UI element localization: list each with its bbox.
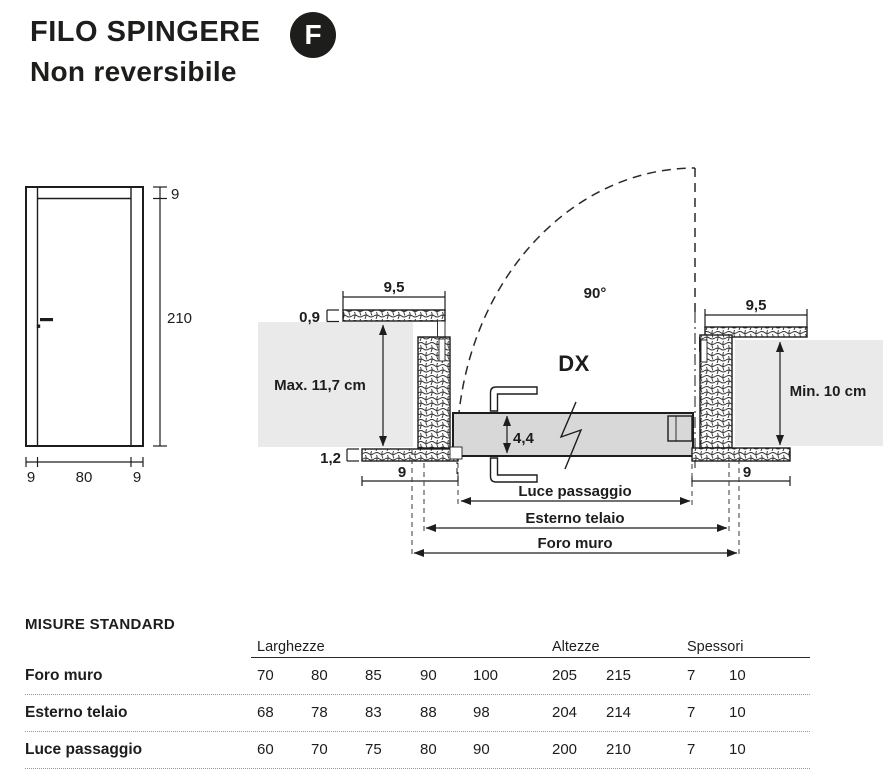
handle-outside-icon	[491, 387, 538, 411]
hand-label: DX	[558, 351, 590, 376]
cell: 90	[420, 667, 437, 684]
dim-frame-right: 9	[132, 469, 142, 486]
col-group-spessori: Spessori	[687, 639, 744, 655]
cell: 60	[257, 741, 274, 758]
door-elevation	[26, 186, 192, 486]
svg-text:Esterno telaio: Esterno telaio	[525, 510, 625, 527]
dim-height: 210	[167, 310, 193, 327]
dim-width: 80	[75, 469, 93, 486]
dim-casing-thickness	[320, 449, 359, 467]
cell: 70	[257, 667, 274, 684]
cell: 7	[687, 704, 696, 721]
dim-frame-left: 9	[26, 469, 36, 486]
svg-text:9: 9	[742, 464, 752, 481]
table-row-luce-passaggio	[25, 732, 810, 769]
cell: 85	[365, 667, 382, 684]
svg-text:Foro muro: Foro muro	[537, 535, 613, 552]
cell: 83	[365, 704, 382, 721]
cell: 88	[420, 704, 437, 721]
cell: 204	[552, 704, 578, 721]
svg-text:0,9: 0,9	[299, 309, 320, 326]
technical-drawing	[0, 150, 894, 580]
cell: 200	[552, 741, 578, 758]
col-group-larghezze: Larghezze	[257, 639, 325, 655]
dim-jamb-right	[692, 464, 790, 486]
cell: 214	[606, 704, 632, 721]
cell: 215	[606, 667, 632, 684]
row-label: Esterno telaio	[25, 704, 128, 721]
svg-text:Min. 10 cm: Min. 10 cm	[789, 383, 867, 400]
cell: 210	[606, 741, 632, 758]
plan-section	[258, 168, 883, 557]
cell: 10	[729, 741, 746, 758]
type-badge	[290, 12, 336, 58]
row-label: Foro muro	[25, 667, 103, 684]
swing-angle-label: 90°	[583, 285, 607, 302]
svg-text:Luce passaggio: Luce passaggio	[518, 483, 632, 500]
cell: 205	[552, 667, 578, 684]
type-badge-letter: F	[304, 19, 322, 50]
dim-architrave-left	[343, 279, 445, 310]
cell: 7	[687, 741, 696, 758]
cell: 98	[473, 704, 490, 721]
cell: 10	[729, 667, 746, 684]
dim-jamb-left	[362, 464, 458, 486]
dim-architrave-right	[705, 297, 807, 328]
handle-inside-icon	[491, 458, 538, 482]
cell: 80	[311, 667, 328, 684]
table-header-row	[25, 638, 810, 657]
cell: 100	[473, 667, 499, 684]
svg-text:4,4: 4,4	[513, 430, 534, 447]
cell: 90	[473, 741, 490, 758]
cell: 7	[687, 667, 696, 684]
col-group-altezze: Altezze	[552, 639, 600, 655]
row-label: Luce passaggio	[25, 741, 143, 758]
misure-standard-table	[25, 612, 810, 769]
cell: 80	[420, 741, 437, 758]
svg-text:9: 9	[397, 464, 407, 481]
cell: 10	[729, 704, 746, 721]
elevation-frame	[26, 187, 143, 446]
page-subtitle: Non reversibile	[30, 56, 237, 87]
cell: 68	[257, 704, 274, 721]
cell: 75	[365, 741, 382, 758]
svg-text:9,5: 9,5	[745, 297, 767, 314]
svg-text:Max. 11,7 cm: Max. 11,7 cm	[274, 377, 366, 394]
hinge-block	[668, 416, 692, 441]
dim-esterno-telaio	[426, 510, 727, 528]
elevation-height-dims	[153, 186, 192, 446]
cell: 78	[311, 704, 328, 721]
elevation-width-dims	[26, 457, 143, 486]
svg-text:1,2: 1,2	[320, 450, 341, 467]
svg-text:9,5: 9,5	[383, 279, 405, 296]
dim-frame-top: 9	[171, 186, 180, 203]
table-row-foro-muro	[25, 658, 810, 695]
table-title: MISURE STANDARD	[25, 616, 176, 633]
page-title: FILO SPINGERE	[30, 16, 261, 48]
table-row-esterno-telaio	[25, 695, 810, 732]
dim-luce-passaggio	[461, 483, 690, 501]
dim-foro-muro	[414, 535, 737, 553]
cell: 70	[311, 741, 328, 758]
